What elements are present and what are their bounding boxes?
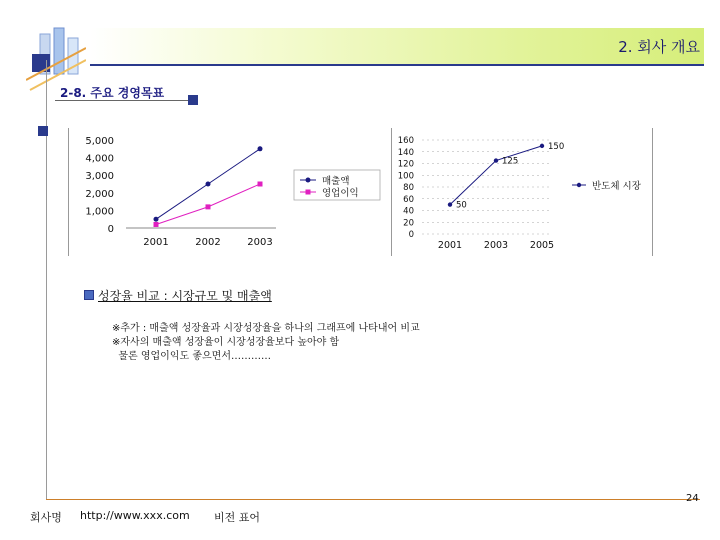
footer-vision: 비전 표어	[214, 511, 261, 524]
footer-url[interactable]: http://www.xxx.com	[80, 509, 190, 522]
note-line-1: ※추가 : 매출액 성장율과 시장성장율을 하나의 그래프에 나타내어 비교	[112, 323, 420, 334]
data-point	[258, 146, 263, 151]
data-label: 50	[456, 200, 467, 211]
legend-marker	[306, 178, 311, 183]
footer-company: 회사명	[30, 511, 62, 524]
bullet-icon	[84, 290, 94, 300]
y-tick-label: 4,000	[85, 153, 114, 165]
y-tick-label: 3,000	[85, 171, 114, 183]
y-tick-label: 40	[403, 206, 414, 217]
note-line-2: ※자사의 매출액 성장율이 시장성장율보다 높아야 함	[112, 337, 340, 348]
data-point	[206, 182, 211, 187]
section-label: 2-8. 주요 경영목표	[60, 86, 165, 100]
legend-marker	[577, 183, 581, 187]
legend-label: 영업이익	[322, 188, 359, 199]
data-point	[494, 158, 498, 162]
x-tick-label: 2003	[247, 237, 273, 248]
y-tick-label: 0	[107, 224, 114, 235]
footer-line	[46, 499, 700, 500]
data-point	[540, 144, 544, 148]
data-point	[448, 202, 452, 206]
y-tick-label: 80	[403, 183, 414, 193]
series-line	[156, 184, 260, 224]
data-point	[154, 222, 159, 227]
x-tick-label: 2005	[529, 240, 555, 251]
x-tick-label: 2001	[143, 237, 169, 248]
legend-label: 반도체 시장	[592, 181, 641, 192]
page-number: 24	[686, 493, 699, 504]
chart-sales-profit	[68, 128, 390, 256]
note-line-3: 물론 영업이익도 좋으면서…………	[112, 351, 271, 362]
data-point	[154, 217, 159, 222]
data-point	[206, 204, 211, 209]
y-tick-label: 120	[397, 159, 414, 170]
legend-label: 매출액	[322, 176, 350, 187]
y-tick-label: 1,000	[85, 206, 114, 218]
y-tick-label: 140	[397, 147, 414, 158]
y-tick-label: 160	[397, 136, 414, 146]
section-marker	[188, 95, 198, 105]
y-tick-label: 60	[403, 194, 414, 205]
data-label: 150	[548, 141, 565, 152]
data-point	[258, 182, 263, 187]
y-tick-label: 5,000	[85, 136, 114, 147]
chart-market	[382, 128, 652, 256]
y-tick-label: 20	[403, 218, 414, 229]
header-bar	[90, 28, 704, 66]
legend-marker	[306, 190, 311, 195]
x-tick-label: 2003	[483, 240, 509, 251]
side-marker	[38, 126, 48, 136]
y-tick-label: 100	[397, 171, 414, 182]
x-tick-label: 2001	[437, 240, 463, 251]
bullet-text: 성장율 비교 : 시장규모 및 매출액	[98, 289, 272, 303]
x-tick-label: 2002	[195, 237, 221, 248]
y-tick-label: 2,000	[85, 188, 114, 200]
data-label: 125	[502, 156, 519, 167]
y-tick-label: 0	[408, 230, 414, 240]
section-underline	[55, 100, 191, 101]
page-title: 2. 회사 개요	[618, 38, 700, 56]
